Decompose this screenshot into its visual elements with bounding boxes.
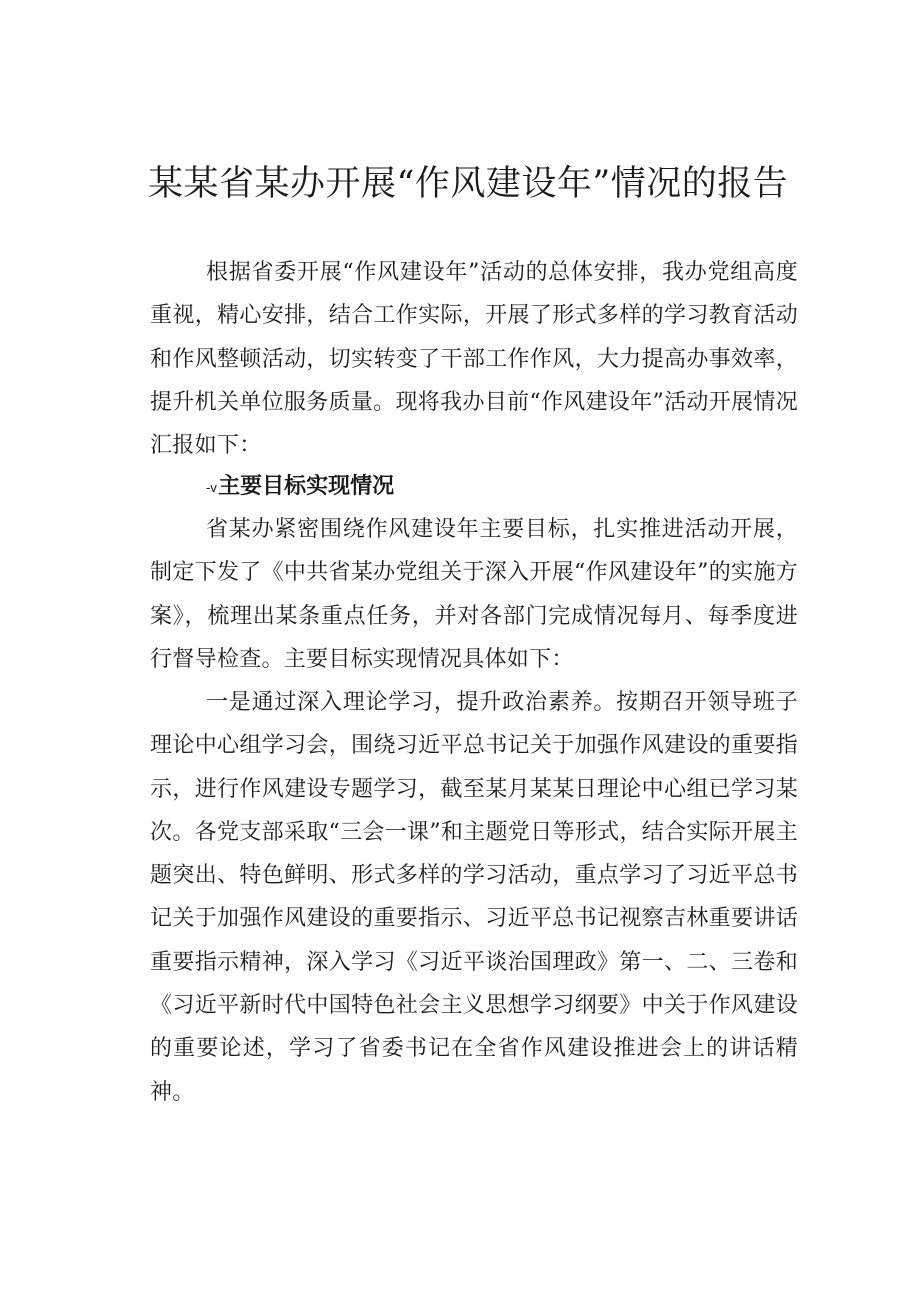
section-heading-text: 主要目标实现情况 xyxy=(218,474,395,499)
first-item-paragraph: 一是通过深入理论学习，提升政治素养。按期召开领导班子理论中心组学习会，围绕习近平总书记关于加强作风建设的重要指示，进行作风建设专题学习，截至某月某某日理论中心组已学习某次。各党支部采取“三会一课”和主题党日等形式，结合实际开展主题突出、特色鲜明、形式多样的学习活动，重点学习了习近平总书记关于加强作风建设的重要指示、习近平总书记视察吉林重要讲话重要指示精神，深入学习《习近平谈治国理政》第一、二、三卷和《习近平新时代中国特色社会主义思想学习纲要》中关于作风建设的重要论述，学习了省委书记在全省作风建设推进会上的讲话精神。 xyxy=(150,690,798,1105)
goals-paragraph: 省某办紧密围绕作风建设年主要目标，扎实推进活动开展，制定下发了《中共省某办党组关于深入开展“作风建设年”的实施方案》，梳理出某条重点任务，并对各部门完成情况每月、每季度进行督导检查。主要目标实现情况具体如下： xyxy=(150,517,798,672)
document-title: 某某省某办开展“作风建设年”情况的报告 xyxy=(148,164,789,204)
section-heading-marker: -v xyxy=(206,481,218,495)
intro-paragraph: 根据省委开展“作风建设年”活动的总体安排，我办党组高度重视，精心安排，结合工作实际，开展了形式多样的学习教育活动和作风整顿活动，切实转变了干部工作作风，大力提高办事效率，提升机关单位服务质量。现将我办目前“作风建设年”活动开展情况汇报如下： xyxy=(150,260,798,459)
section-heading xyxy=(206,470,394,505)
